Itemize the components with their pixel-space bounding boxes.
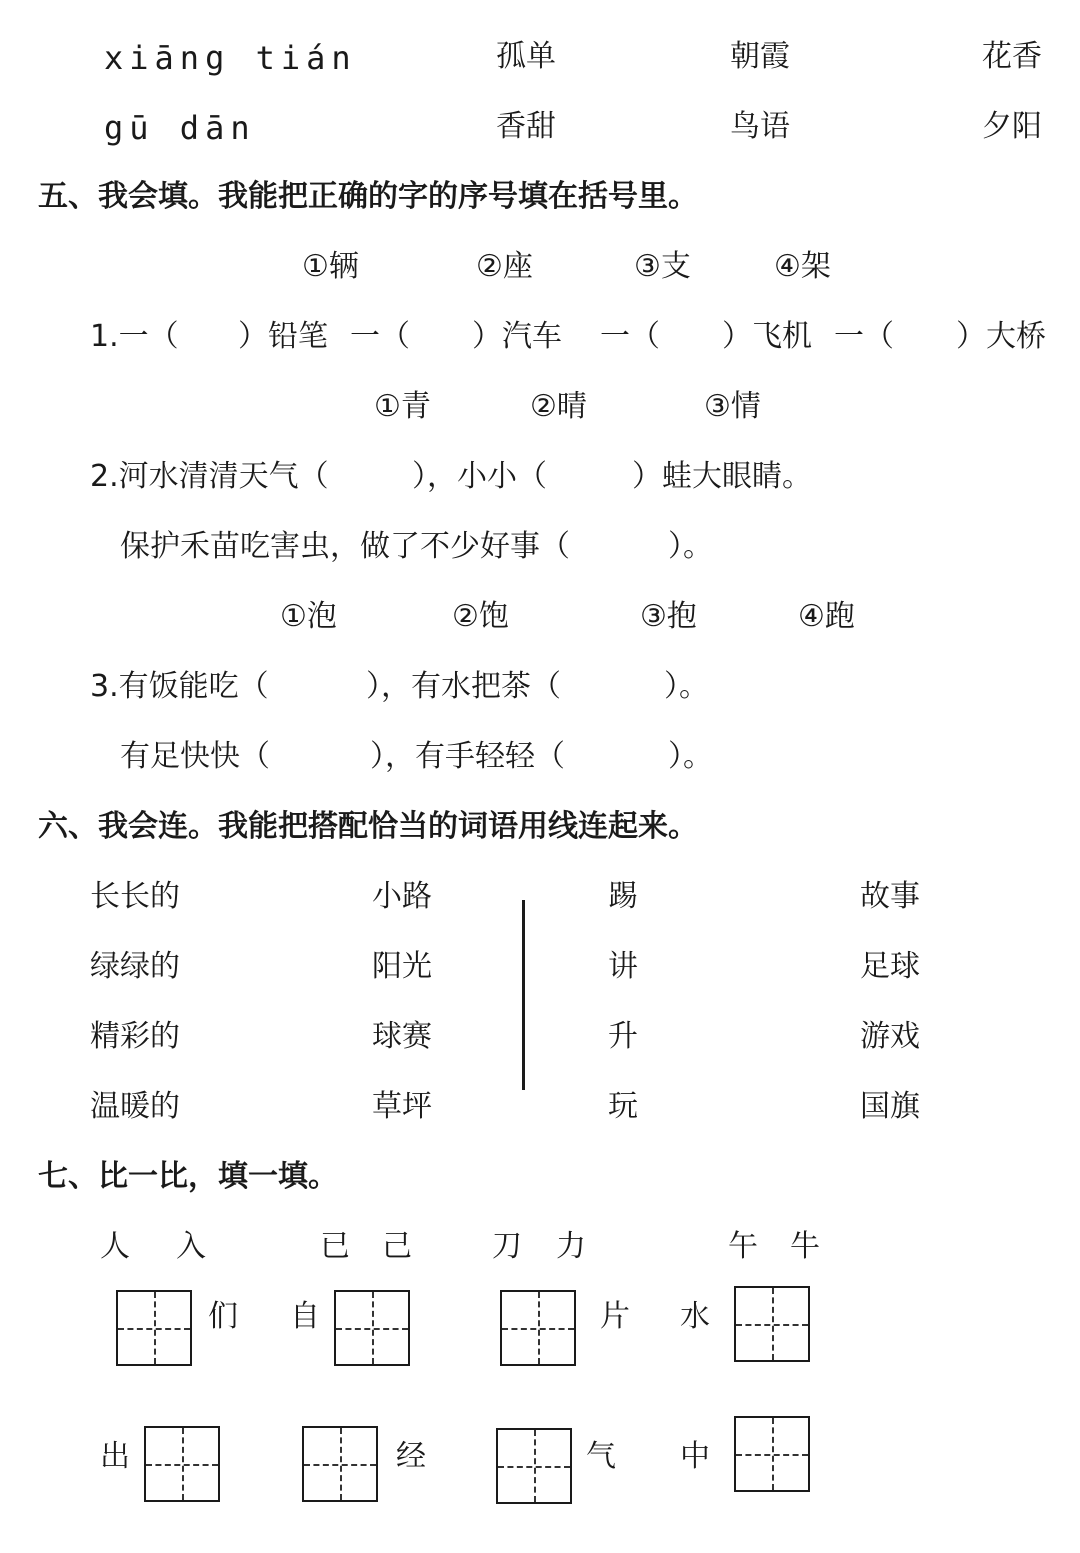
match-col1-item: 温暖的 bbox=[90, 1089, 180, 1124]
q1-text-7: 一（ bbox=[834, 319, 894, 354]
section7-title: 七、比一比，填一填。 bbox=[38, 1159, 338, 1194]
pinyin-1: xiāng tián bbox=[104, 39, 357, 77]
compare-char: 已 bbox=[320, 1229, 350, 1264]
grid-hint-char: 水 bbox=[680, 1299, 710, 1334]
q1-option-2: ②座 bbox=[476, 249, 533, 284]
q1-text-4: ）汽车 bbox=[472, 319, 562, 354]
match-col2-item: 草坪 bbox=[372, 1089, 432, 1124]
section6-title: 六、我会连。我能把搭配恰当的词语用线连起来。 bbox=[38, 809, 698, 844]
writing-grid-box[interactable] bbox=[116, 1290, 192, 1366]
match-col4-item: 故事 bbox=[860, 879, 920, 914]
q3-line1-a: 3.有饭能吃（ bbox=[90, 669, 269, 704]
q1-option-1: ①辆 bbox=[302, 249, 359, 284]
q2-line1-a: 2.河水清清天气（ bbox=[90, 459, 329, 494]
q1-option-4: ④架 bbox=[774, 249, 831, 284]
q1-text-6: ）飞机 bbox=[722, 319, 812, 354]
word-2-3: 夕阳 bbox=[982, 109, 1042, 144]
section5-title: 五、我会填。我能把正确的字的序号填在括号里。 bbox=[38, 179, 698, 214]
match-col1-item: 精彩的 bbox=[90, 1019, 180, 1054]
q2-line1-c: ）蛙大眼睛。 bbox=[632, 459, 812, 494]
q1-text-8: ）大桥 bbox=[956, 319, 1046, 354]
q2-line1-b: ），小小（ bbox=[412, 459, 547, 494]
writing-grid-box[interactable] bbox=[734, 1286, 810, 1362]
writing-grid-box[interactable] bbox=[500, 1290, 576, 1366]
match-col2-item: 小路 bbox=[372, 879, 432, 914]
match-col2-item: 球赛 bbox=[372, 1019, 432, 1054]
grid-hint-char: 们 bbox=[208, 1299, 238, 1334]
word-2-1: 香甜 bbox=[496, 109, 556, 144]
q3-option-2: ②饱 bbox=[452, 599, 509, 634]
grid-hint-char: 中 bbox=[680, 1439, 710, 1474]
grid-hint-char: 气 bbox=[586, 1439, 616, 1474]
q1-text-3: 一（ bbox=[350, 319, 410, 354]
writing-grid-box[interactable] bbox=[334, 1290, 410, 1366]
word-1-1: 孤单 bbox=[496, 39, 556, 74]
compare-char: 己 bbox=[382, 1229, 412, 1264]
pinyin-2: gū dān bbox=[104, 109, 256, 147]
match-col3-item: 踢 bbox=[608, 879, 638, 914]
section6-divider bbox=[522, 900, 525, 1090]
match-col4-item: 国旗 bbox=[860, 1089, 920, 1124]
word-1-2: 朝霞 bbox=[730, 39, 790, 74]
q3-line1-b: ），有水把茶（ bbox=[366, 669, 561, 704]
compare-char: 人 bbox=[100, 1229, 130, 1264]
q2-option-3: ③情 bbox=[704, 389, 761, 424]
match-col3-item: 升 bbox=[608, 1019, 638, 1054]
writing-grid-box[interactable] bbox=[734, 1416, 810, 1492]
match-col2-item: 阳光 bbox=[372, 949, 432, 984]
match-col1-item: 绿绿的 bbox=[90, 949, 180, 984]
q2-line2-a: 保护禾苗吃害虫，做了不少好事（ bbox=[120, 529, 570, 564]
match-col3-item: 玩 bbox=[608, 1089, 638, 1124]
match-col4-item: 足球 bbox=[860, 949, 920, 984]
compare-char: 力 bbox=[556, 1229, 586, 1264]
q2-option-1: ①青 bbox=[374, 389, 431, 424]
writing-grid-box[interactable] bbox=[144, 1426, 220, 1502]
q2-option-2: ②晴 bbox=[530, 389, 587, 424]
word-1-3: 花香 bbox=[982, 39, 1042, 74]
q3-option-4: ④跑 bbox=[798, 599, 855, 634]
q3-line2-c: ）。 bbox=[668, 739, 713, 774]
q3-line2-b: ），有手轻轻（ bbox=[370, 739, 565, 774]
q3-option-3: ③抱 bbox=[640, 599, 697, 634]
grid-hint-char: 自 bbox=[290, 1299, 320, 1334]
q3-line2-a: 有足快快（ bbox=[120, 739, 270, 774]
writing-grid-box[interactable] bbox=[496, 1428, 572, 1504]
q1-text-5: 一（ bbox=[600, 319, 660, 354]
compare-char: 牛 bbox=[790, 1229, 820, 1264]
q1-text-1: 1.一（ bbox=[90, 319, 179, 354]
writing-grid-box[interactable] bbox=[302, 1426, 378, 1502]
q3-line1-c: ）。 bbox=[664, 669, 709, 704]
grid-hint-char: 出 bbox=[100, 1439, 130, 1474]
grid-hint-char: 片 bbox=[600, 1299, 630, 1334]
q1-option-3: ③支 bbox=[634, 249, 691, 284]
q3-option-1: ①泡 bbox=[280, 599, 337, 634]
compare-char: 入 bbox=[176, 1229, 206, 1264]
match-col4-item: 游戏 bbox=[860, 1019, 920, 1054]
compare-char: 午 bbox=[728, 1229, 758, 1264]
match-col1-item: 长长的 bbox=[90, 879, 180, 914]
q2-line2-b: ）。 bbox=[668, 529, 713, 564]
grid-hint-char: 经 bbox=[396, 1439, 426, 1474]
compare-char: 刀 bbox=[492, 1229, 522, 1264]
q1-text-2: ）铅笔 bbox=[238, 319, 328, 354]
match-col3-item: 讲 bbox=[608, 949, 638, 984]
word-2-2: 鸟语 bbox=[730, 109, 790, 144]
